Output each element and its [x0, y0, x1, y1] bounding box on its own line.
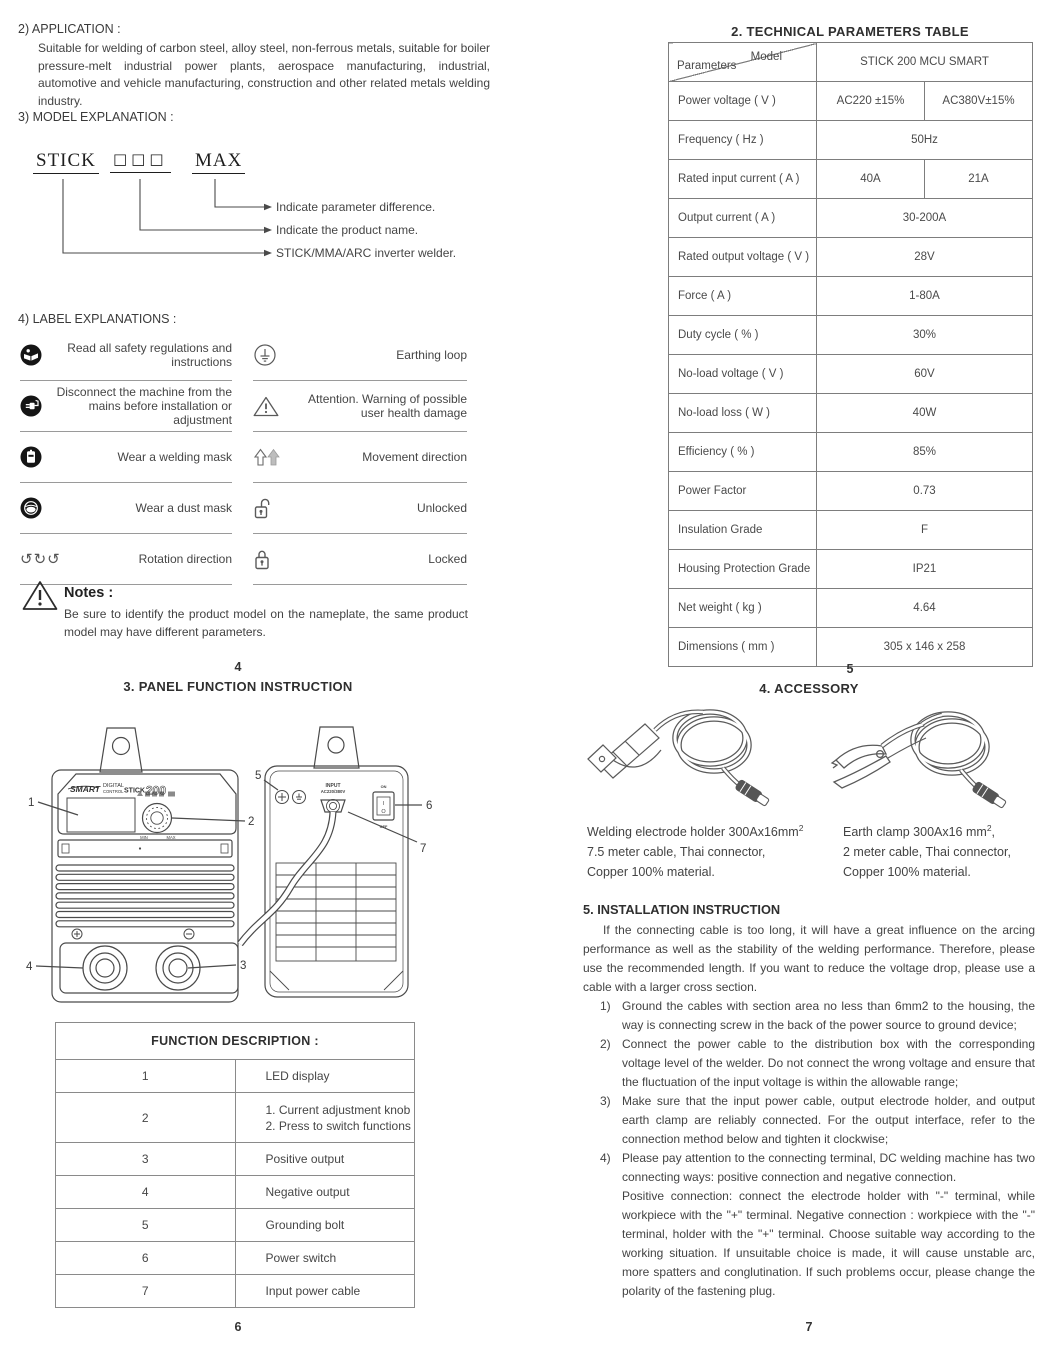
- model-note-parameter: Indicate parameter difference.: [276, 200, 436, 214]
- input-label: INPUT: [325, 783, 341, 789]
- label-row-attention: [253, 381, 467, 432]
- model-value: STICK 200 MCU SMART: [817, 43, 1033, 82]
- switch-i-mark: I: [382, 801, 385, 807]
- table-row: [56, 1143, 415, 1176]
- caption-line: 2 meter cable, Thai connector,: [843, 845, 1011, 860]
- model-part-max: MAX: [192, 150, 245, 174]
- label-explanations-heading: 4) LABEL EXPLANATIONS :: [18, 312, 177, 326]
- installation-intro: If the connecting cable is too long, it will have a great influence on the arcing performance as well as the stability of the welding performance. Therefore, please use the recommended length. If you want to reduce the voltage drop, please use a cable with a larger cross section.: [583, 923, 1035, 994]
- brand-digital: DIGITAL: [103, 783, 124, 789]
- table-row: [669, 160, 1033, 199]
- label-text: Wear a welding mask: [117, 450, 232, 464]
- earth-clamp-figure: [826, 698, 1021, 816]
- table-row: [669, 550, 1033, 589]
- locked-icon: [253, 548, 287, 571]
- param-value: 30%: [817, 316, 1033, 355]
- front-band: [58, 840, 232, 857]
- front-vents: [56, 865, 234, 927]
- param-label: Rated output voltage ( V ): [669, 238, 817, 277]
- notes-title: Notes :: [64, 585, 114, 601]
- callout-6: 6: [426, 800, 433, 812]
- callout-3: 3: [240, 960, 247, 972]
- table-row: [56, 1242, 415, 1275]
- negative-output-socket: [83, 946, 127, 990]
- table-row: [669, 238, 1033, 277]
- function-desc: Positive output: [235, 1143, 415, 1176]
- function-num: 1: [56, 1060, 236, 1093]
- caption-text: Welding electrode holder 300Ax16mm: [587, 825, 799, 840]
- function-table-title: FUNCTION DESCRIPTION :: [56, 1023, 415, 1060]
- tech-corner-cell: [669, 43, 817, 82]
- model-explanation-diagram: [30, 150, 510, 280]
- switch-on-label: ON: [380, 784, 387, 789]
- param-label: Insulation Grade: [669, 511, 817, 550]
- input-voltage-label: AC220/380V: [320, 789, 346, 794]
- front-handle: [100, 728, 142, 772]
- function-desc: Input power cable: [235, 1275, 415, 1308]
- model-diagram-lines: [30, 150, 510, 280]
- table-row: [669, 589, 1033, 628]
- rotation-icon: ↺↻↺: [20, 550, 61, 568]
- front-connector-panel: [60, 943, 238, 993]
- label-text: Movement direction: [362, 450, 467, 464]
- electrode-holder: [588, 724, 661, 778]
- table-row: [669, 277, 1033, 316]
- function-num: 7: [56, 1275, 236, 1308]
- param-label: No-load voltage ( V ): [669, 355, 817, 394]
- item-number: 2): [600, 1037, 611, 1051]
- param-label: Duty cycle ( % ): [669, 316, 817, 355]
- movement-direction-icon: [253, 448, 287, 466]
- model-note-stick: STICK/MMA/ARC inverter welder.: [276, 246, 457, 260]
- item-text: Ground the cables with section area no less than 6mm2 to the housing, the way is connecting screw in the back of the power source to ground device;: [622, 999, 1035, 1032]
- function-desc: [235, 1093, 415, 1143]
- cable-connector: [735, 779, 770, 807]
- brand-smart: SMART: [70, 784, 101, 794]
- param-value: 1-80A: [817, 277, 1033, 316]
- caption-tail: ,: [991, 825, 996, 840]
- function-desc-line: 1. Current adjustment knob: [265, 1102, 411, 1117]
- installation-heading: 5. INSTALLATION INSTRUCTION: [583, 902, 781, 917]
- item-text: Please pay attention to the connecting terminal, DC welding machine has two connecting ways: positive connection and negative connection.: [622, 1151, 1035, 1184]
- knob-max-label: MAX: [166, 835, 176, 840]
- label-text: Unlocked: [416, 501, 467, 515]
- param-value: 0.73: [817, 472, 1033, 511]
- label-row-disconnect-mains: [20, 381, 232, 432]
- function-num: 4: [56, 1176, 236, 1209]
- switch-off-label: OFF: [379, 824, 388, 829]
- label-row-dust-mask: [20, 483, 232, 534]
- grounding-screws: [276, 791, 306, 804]
- table-row: [669, 199, 1033, 238]
- electrode-holder-figure: [583, 698, 778, 816]
- application-heading: 2) APPLICATION :: [18, 22, 121, 36]
- model-note-product: Indicate the product name.: [276, 223, 419, 237]
- brand-control: CONTROL: [103, 789, 124, 794]
- item-number: 4): [600, 1151, 611, 1165]
- caption-sup: 2: [986, 823, 992, 833]
- function-num: 2: [56, 1093, 236, 1143]
- label-row-welding-mask: [20, 432, 232, 483]
- page-number-5: 5: [846, 662, 854, 676]
- label-row-rotation: [20, 534, 232, 585]
- label-row-unlocked: [253, 483, 467, 534]
- item-text: Connect the power cable to the distribution box with the corresponding voltage level of the welder. Do not connect the wrong voltage and ensure that the fluctuation of the input voltage is within the allowable range;: [622, 1037, 1035, 1089]
- unlocked-icon: [253, 497, 287, 520]
- item-number: 3): [600, 1094, 611, 1108]
- param-label: Output current ( A ): [669, 199, 817, 238]
- label-row-movement-direction: [253, 432, 467, 483]
- disconnect-mains-icon: [20, 395, 54, 417]
- electrode-holder-caption: [587, 818, 837, 882]
- param-value: 40W: [817, 394, 1033, 433]
- label-text: Read all safety regulations and instructions: [67, 341, 232, 369]
- page-number-7: 7: [805, 1320, 813, 1334]
- list-item: [583, 1035, 1035, 1092]
- table-row: [669, 628, 1033, 667]
- item-text-continued: Positive connection: connect the electrode holder with "-" terminal, while workpiece with the "+" terminal. Negative connection : workpiece with the "-" terminal, holder with the "+" terminal. Choose suitable way according to the working situation. If unsuitable choice is made, it will cause unstable arc, more spatters and conglutination. If such problems occur, please change the polarity of the fastening plug.: [622, 1189, 1035, 1298]
- param-label: Rated input current ( A ): [669, 160, 817, 199]
- param-label: Housing Protection Grade: [669, 550, 817, 589]
- param-label: Power Factor: [669, 472, 817, 511]
- label-text: Earthing loop: [396, 348, 467, 362]
- table-row: [669, 511, 1033, 550]
- welder-panel-drawing: [18, 708, 488, 1018]
- input-power-cable: [240, 812, 333, 944]
- callout-5: 5: [255, 770, 262, 782]
- param-label: Dimensions ( mm ): [669, 628, 817, 667]
- application-body: Suitable for welding of carbon steel, alloy steel, non-ferrous metals, suitable for boiler pressure-melt industrial power plants, aerospace manufacturing, industrial, automotive and vehicle manufacturing, construction and other related metals welding industry.: [38, 41, 490, 108]
- table-row: [669, 316, 1033, 355]
- param-label: No-load loss ( W ): [669, 394, 817, 433]
- list-item: [583, 1149, 1035, 1301]
- callout-1: 1: [28, 797, 35, 809]
- page-number-6: 6: [234, 1320, 242, 1334]
- param-label: Net weight ( kg ): [669, 589, 817, 628]
- list-item: [583, 997, 1035, 1035]
- model-part-stick: STICK: [33, 150, 99, 174]
- table-row: [56, 1209, 415, 1242]
- param-value: 50Hz: [817, 121, 1033, 160]
- callout-4: 4: [26, 961, 33, 973]
- table-row: [669, 43, 1033, 82]
- table-row: [669, 121, 1033, 160]
- table-row: [56, 1093, 415, 1143]
- brand-200: 200: [146, 783, 167, 798]
- param-label: Force ( A ): [669, 277, 817, 316]
- caption-line: Copper 100% material.: [587, 865, 715, 880]
- page-number-4: 4: [234, 660, 242, 674]
- param-label: Frequency ( Hz ): [669, 121, 817, 160]
- installation-section: [583, 902, 1035, 1301]
- panel-section-heading: 3. PANEL FUNCTION INSTRUCTION: [123, 679, 353, 694]
- minus-terminal-icon: [184, 929, 194, 939]
- item-number: 1): [600, 999, 611, 1013]
- function-num: 3: [56, 1143, 236, 1176]
- caption-sup: 2: [798, 823, 804, 833]
- model-explanation-heading: 3) MODEL EXPLANATION :: [18, 110, 174, 124]
- function-num: 5: [56, 1209, 236, 1242]
- param-label: Power voltage ( V ): [669, 82, 817, 121]
- table-row: [669, 82, 1033, 121]
- list-item: [583, 1092, 1035, 1149]
- tech-table-heading: 2. TECHNICAL PARAMETERS TABLE: [731, 24, 969, 39]
- table-row: [669, 433, 1033, 472]
- notes-body: Be sure to identify the product model on the nameplate, the same product model may have different parameters.: [64, 607, 468, 639]
- param-value: AC380V±15%: [925, 82, 1033, 121]
- table-row: [669, 355, 1033, 394]
- label-row-read-manual: [20, 330, 232, 381]
- table-row: [56, 1275, 415, 1308]
- param-value: AC220 ±15%: [817, 82, 925, 121]
- caption-line: Copper 100% material.: [843, 865, 971, 880]
- label-text: Attention. Warning of possible user health damage: [308, 392, 467, 420]
- item-text: Make sure that the input power cable, output electrode holder, and output earth clamp are reliably connected. For the output interface, refer to the connection method below and tighten it clockwise;: [622, 1094, 1035, 1146]
- param-value: 40A: [817, 160, 925, 199]
- label-text: Rotation direction: [138, 552, 232, 566]
- label-text: Locked: [428, 552, 467, 566]
- accessory-heading: 4. ACCESSORY: [759, 681, 859, 696]
- model-part-boxes: □□□: [110, 150, 171, 173]
- caption-line: [843, 818, 1038, 842]
- welding-mask-icon: [20, 446, 54, 468]
- param-value: 21A: [925, 160, 1033, 199]
- earthing-loop-icon: [253, 343, 287, 367]
- function-description-table: [55, 1022, 415, 1308]
- param-label: Efficiency ( % ): [669, 433, 817, 472]
- warning-triangle-icon: [253, 395, 287, 418]
- table-row: [56, 1060, 415, 1093]
- technical-parameters-table: [668, 42, 1033, 667]
- caption-line: [587, 818, 837, 842]
- notes-warning-icon: [22, 580, 58, 616]
- knob-min-label: MIN: [140, 835, 148, 840]
- callout-7: 7: [420, 843, 427, 855]
- param-value: IP21: [817, 550, 1033, 589]
- table-row: [669, 394, 1033, 433]
- param-value: 305 x 146 x 258: [817, 628, 1033, 667]
- function-num: 6: [56, 1242, 236, 1275]
- param-value: 85%: [817, 433, 1033, 472]
- param-value: 28V: [817, 238, 1033, 277]
- caption-line: 7.5 meter cable, Thai connector,: [587, 845, 766, 860]
- cable-gland: [321, 800, 345, 812]
- switch-o-mark: O: [381, 809, 386, 815]
- param-value: 60V: [817, 355, 1033, 394]
- label-row-locked: [253, 534, 467, 585]
- earth-clamp-caption: [843, 818, 1038, 882]
- corner-model-label: Model: [750, 51, 782, 63]
- back-handle: [314, 727, 359, 768]
- function-desc: Power switch: [235, 1242, 415, 1275]
- callout-2: 2: [248, 816, 255, 828]
- table-row: [669, 472, 1033, 511]
- cable-coil: [675, 712, 749, 771]
- dust-mask-icon: [20, 497, 54, 519]
- plus-terminal-icon: [72, 929, 82, 939]
- label-explanations-grid: [20, 330, 467, 585]
- param-value: F: [817, 511, 1033, 550]
- param-value: 4.64: [817, 589, 1033, 628]
- corner-parameters-label: Parameters: [677, 60, 737, 72]
- label-text: Wear a dust mask: [135, 501, 232, 515]
- table-row: [56, 1176, 415, 1209]
- function-desc-line: 2. Press to switch functions: [265, 1118, 411, 1133]
- caption-text: Earth clamp 300Ax16 mm: [843, 825, 987, 840]
- label-row-earthing-loop: [253, 330, 467, 381]
- param-value: 30-200A: [817, 199, 1033, 238]
- label-text: Disconnect the machine from the mains before installation or adjustment: [56, 385, 232, 427]
- brand-stick: STICK: [124, 787, 145, 795]
- function-desc: Grounding bolt: [235, 1209, 415, 1242]
- function-desc: Negative output: [235, 1176, 415, 1209]
- function-desc: LED display: [235, 1060, 415, 1093]
- read-manual-icon: [20, 344, 54, 366]
- cable-connector: [972, 781, 1007, 809]
